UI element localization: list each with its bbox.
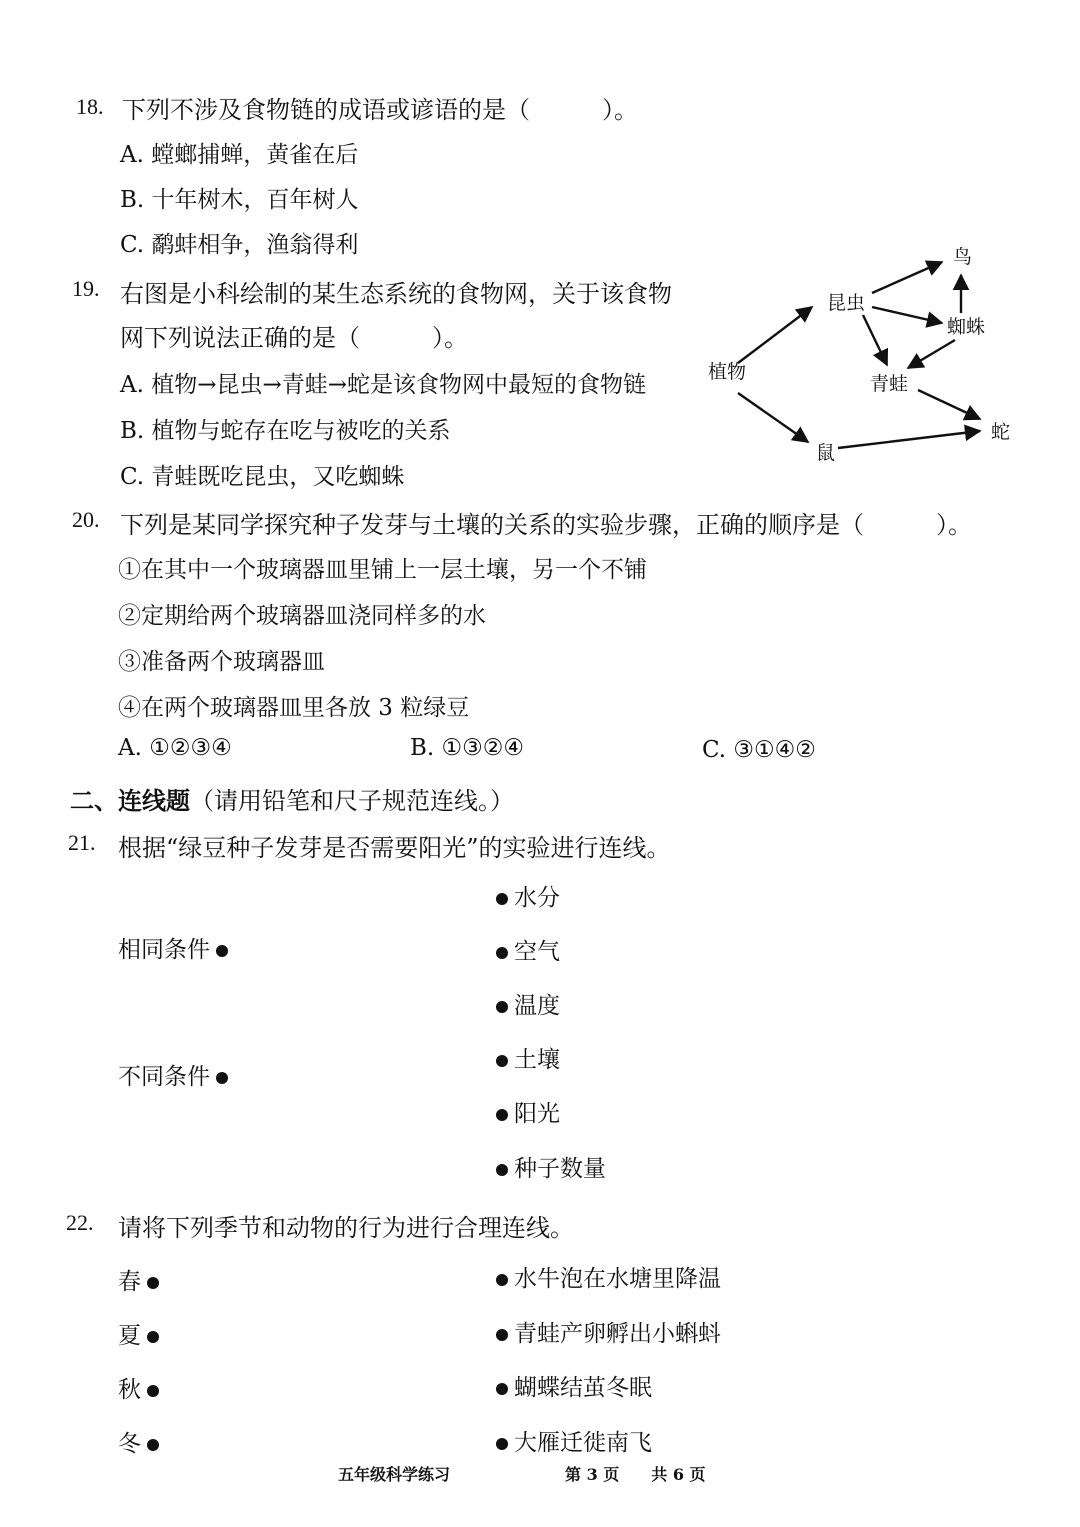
q21-right-item <box>490 987 560 1020</box>
q20-option-a: A. ①②③④ <box>118 735 232 761</box>
q21-right-label: 空气 <box>514 939 560 965</box>
q21-right-item <box>490 933 560 966</box>
match-dot[interactable] <box>147 1277 159 1289</box>
q22-left-item <box>118 1317 165 1350</box>
node-spider: 蜘蛛 <box>947 316 986 338</box>
q22-stem: 请将下列季节和动物的行为进行合理连线。 <box>118 1214 574 1242</box>
q20-number: 20. <box>72 507 100 532</box>
q21-number: 21. <box>68 830 96 855</box>
q18-option-c: C. 鹬蚌相争，渔翁得利 <box>120 232 359 258</box>
q19-option-a: A. 植物→昆虫→青蛙→蛇是该食物网中最短的食物链 <box>120 372 647 398</box>
match-dot[interactable] <box>496 947 508 959</box>
q19-stem-line1: 右图是小科绘制的某生态系统的食物网，关于该食物 <box>120 280 672 308</box>
food-web-diagram <box>690 235 1030 470</box>
q19-stem-line2: 网下列说法正确的是（ ）。 <box>120 324 468 352</box>
q22-left-item <box>118 1425 165 1458</box>
match-dot[interactable] <box>496 1001 508 1013</box>
match-dot[interactable] <box>496 1438 508 1450</box>
section-2-title: 二、连线题 <box>70 786 190 815</box>
arrow-plant-mouse <box>738 393 808 442</box>
q18-option-a: A. 螳螂捕蝉，黄雀在后 <box>120 142 359 168</box>
q21-right-label: 水分 <box>514 885 560 911</box>
q21-stem: 根据“绿豆种子发芽是否需要阳光”的实验进行连线。 <box>118 834 671 862</box>
section-2-note: （请用铅笔和尺子规范连线。） <box>190 787 514 815</box>
q22-season-label: 冬 <box>118 1431 141 1457</box>
q21-right-item <box>490 879 560 912</box>
match-dot[interactable] <box>147 1331 159 1343</box>
q18-option-b: B. 十年树木，百年树人 <box>120 187 359 213</box>
q21-right-item <box>490 1095 560 1128</box>
footer-subject: 五年级科学练习 <box>338 1465 451 1484</box>
q22-right-item <box>490 1424 652 1457</box>
arrow-mouse-snake <box>838 431 980 448</box>
match-dot[interactable] <box>216 1072 228 1084</box>
node-bird: 鸟 <box>953 246 973 268</box>
q18-number: 18. <box>76 94 104 119</box>
node-insect: 昆虫 <box>827 292 866 314</box>
q22-number: 22. <box>66 1210 94 1235</box>
match-dot[interactable] <box>496 1329 508 1341</box>
q20-step-2: ②定期给两个玻璃器皿浇同样多的水 <box>118 603 486 629</box>
match-dot[interactable] <box>147 1439 159 1451</box>
match-dot[interactable] <box>496 893 508 905</box>
arrow-plant-insect <box>738 307 812 363</box>
q20-option-c: C. ③①④② <box>702 737 816 763</box>
q22-behavior-label: 水牛泡在水塘里降温 <box>514 1266 721 1292</box>
arrow-spider-frog <box>908 340 955 368</box>
match-dot[interactable] <box>496 1055 508 1067</box>
node-frog: 青蛙 <box>870 373 909 395</box>
q22-behavior-label: 蝴蝶结茧冬眠 <box>514 1375 652 1401</box>
footer-page-number: 第 3 页 共 6 页 <box>565 1465 706 1484</box>
q21-left-label: 相同条件 <box>118 937 210 963</box>
q20-step-4: ④在两个玻璃器皿里各放 3 粒绿豆 <box>118 695 470 721</box>
q22-left-item <box>118 1371 165 1404</box>
q18-stem: 下列不涉及食物链的成语或谚语的是（ ）。 <box>122 96 638 124</box>
arrow-insect-spider <box>872 307 942 323</box>
q22-season-label: 秋 <box>118 1377 141 1403</box>
q22-behavior-label: 青蛙产卵孵出小蝌蚪 <box>514 1321 721 1347</box>
match-dot[interactable] <box>496 1383 508 1395</box>
q20-option-b: B. ①③②④ <box>410 735 525 761</box>
q20-stem: 下列是某同学探究种子发芽与土壤的关系的实验步骤，正确的顺序是（ ）。 <box>120 511 972 539</box>
match-dot[interactable] <box>496 1274 508 1286</box>
q21-left-item <box>118 1058 234 1091</box>
node-snake: 蛇 <box>991 421 1011 443</box>
q20-step-3: ③准备两个玻璃器皿 <box>118 649 325 675</box>
q21-right-item <box>490 1150 606 1183</box>
q21-right-label: 种子数量 <box>514 1156 606 1182</box>
q21-right-label: 阳光 <box>514 1101 560 1127</box>
q21-right-item <box>490 1041 560 1074</box>
match-dot[interactable] <box>147 1385 159 1397</box>
section-2-heading <box>70 781 514 816</box>
q22-season-label: 春 <box>118 1269 141 1295</box>
q22-left-item <box>118 1263 165 1296</box>
match-dot[interactable] <box>496 1109 508 1121</box>
q22-right-item <box>490 1315 721 1348</box>
q22-right-item <box>490 1260 721 1293</box>
q21-left-label: 不同条件 <box>118 1064 210 1090</box>
q21-left-item <box>118 931 234 964</box>
arrow-insect-frog <box>863 315 887 365</box>
q19-option-c: C. 青蛙既吃昆虫，又吃蜘蛛 <box>120 464 405 490</box>
q19-number: 19. <box>72 276 100 301</box>
q22-season-label: 夏 <box>118 1323 141 1349</box>
q22-behavior-label: 大雁迁徙南飞 <box>514 1430 652 1456</box>
node-plant: 植物 <box>708 361 747 383</box>
match-dot[interactable] <box>216 945 228 957</box>
q22-right-item <box>490 1369 652 1402</box>
q21-right-label: 温度 <box>514 993 560 1019</box>
q21-right-label: 土壤 <box>514 1047 560 1073</box>
arrow-insect-bird <box>872 262 942 293</box>
q20-step-1: ①在其中一个玻璃器皿里铺上一层土壤，另一个不铺 <box>118 557 647 583</box>
match-dot[interactable] <box>496 1164 508 1176</box>
arrow-frog-snake <box>918 390 980 419</box>
node-mouse: 鼠 <box>816 442 836 464</box>
q19-option-b: B. 植物与蛇存在吃与被吃的关系 <box>120 418 451 444</box>
